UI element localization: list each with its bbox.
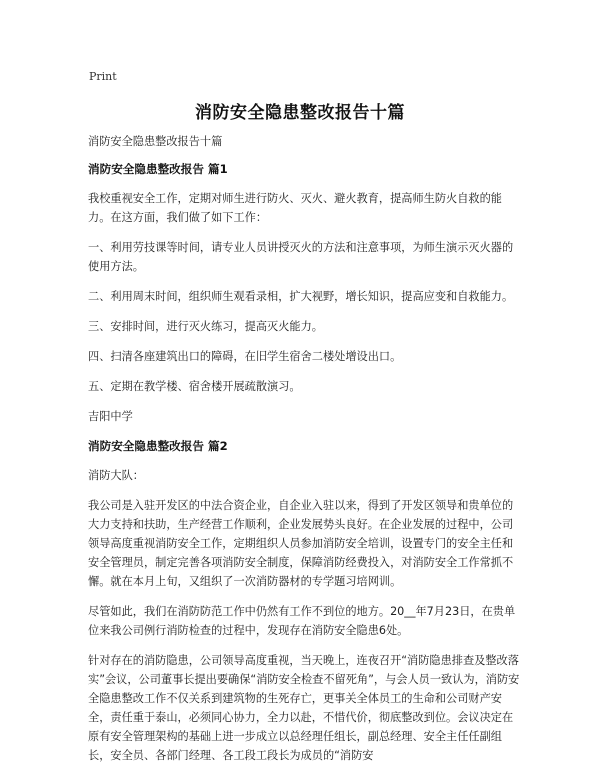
paragraph: 一、利用劳技课等时间，请专业人员讲授灭火的方法和注意事项，为师生演示灭火器的使用方法。 (88, 241, 514, 273)
paragraph: 尽管如此，我们在消防防范工作中仍然有工作不到位的地方。20__年7月23日，在贵单位来我公司例行消防检查的过程中，发现存在消防安全隐患6处。 (88, 605, 516, 637)
salutation: 消防大队： (88, 469, 144, 482)
section-2-heading: 消防安全隐患整改报告 篇2 (88, 439, 228, 453)
paragraph: 二、利用周末时间，组织师生观看录相，扩大视野，增长知识，提高应变和自救能力。 (88, 290, 514, 303)
signature-line: 吉阳中学 (88, 410, 133, 423)
paragraph: 五、定期在教学楼、宿舍楼开展疏散演习。 (88, 380, 301, 393)
document-body (88, 132, 520, 776)
paragraph: 我校重视安全工作，定期对师生进行防火、灭火、避火教育，提高师生防火自救的能力。在这方面，我们做了如下工作： (88, 192, 502, 224)
paragraph: 我公司是入驻开发区的中法合资企业，自企业入驻以来，得到了开发区领导和贵单位的大力支持和扶助，生产经营工作顺利，企业发展势头良好。在企业发展的过程中，公司领导高度重视消防安全工作，定期组织人员参加消防安全培训，设置专门的安全主任和安全管理员，制定完善各项消防安全制度，保障消防经费投入，对消防安全工作常抓不懈。就在本月上旬，又组织了一次消防器材的专学题习培网训。 (88, 499, 514, 588)
document-subtitle: 消防安全隐患整改报告十篇 (88, 135, 223, 148)
paragraph: 三、安排时间，进行灭火练习，提高灭火能力。 (88, 320, 323, 333)
print-label[interactable]: Print (89, 70, 117, 83)
section-1-heading: 消防安全隐患整改报告 篇1 (88, 162, 228, 176)
document-title: 消防安全隐患整改报告十篇 (195, 103, 405, 123)
paragraph: 四、扫清各座建筑出口的障碍，在旧学生宿舍二楼处增设出口。 (88, 350, 402, 363)
paragraph: 针对存在的消防隐患，公司领导高度重视，当天晚上，连夜召开“消防隐患排查及整改落实”会议，公司董事长提出要确保“消防安全检查不留死角”，与会人员一致认为，消防安全隐患整改工作不仅关系到建筑物的生死存亡，更事关全体员工的生命和公司财产安全，责任重于泰山，必须同心协力，全力以赴，不惜代价，彻底整改到位。会议决定在原有安全管理架构的基础上进一步成立以总经理任组长，副总经理、安全主任任副组长，安全员、各部门经理、各工段工段长为成员的“消防安 (88, 654, 520, 762)
